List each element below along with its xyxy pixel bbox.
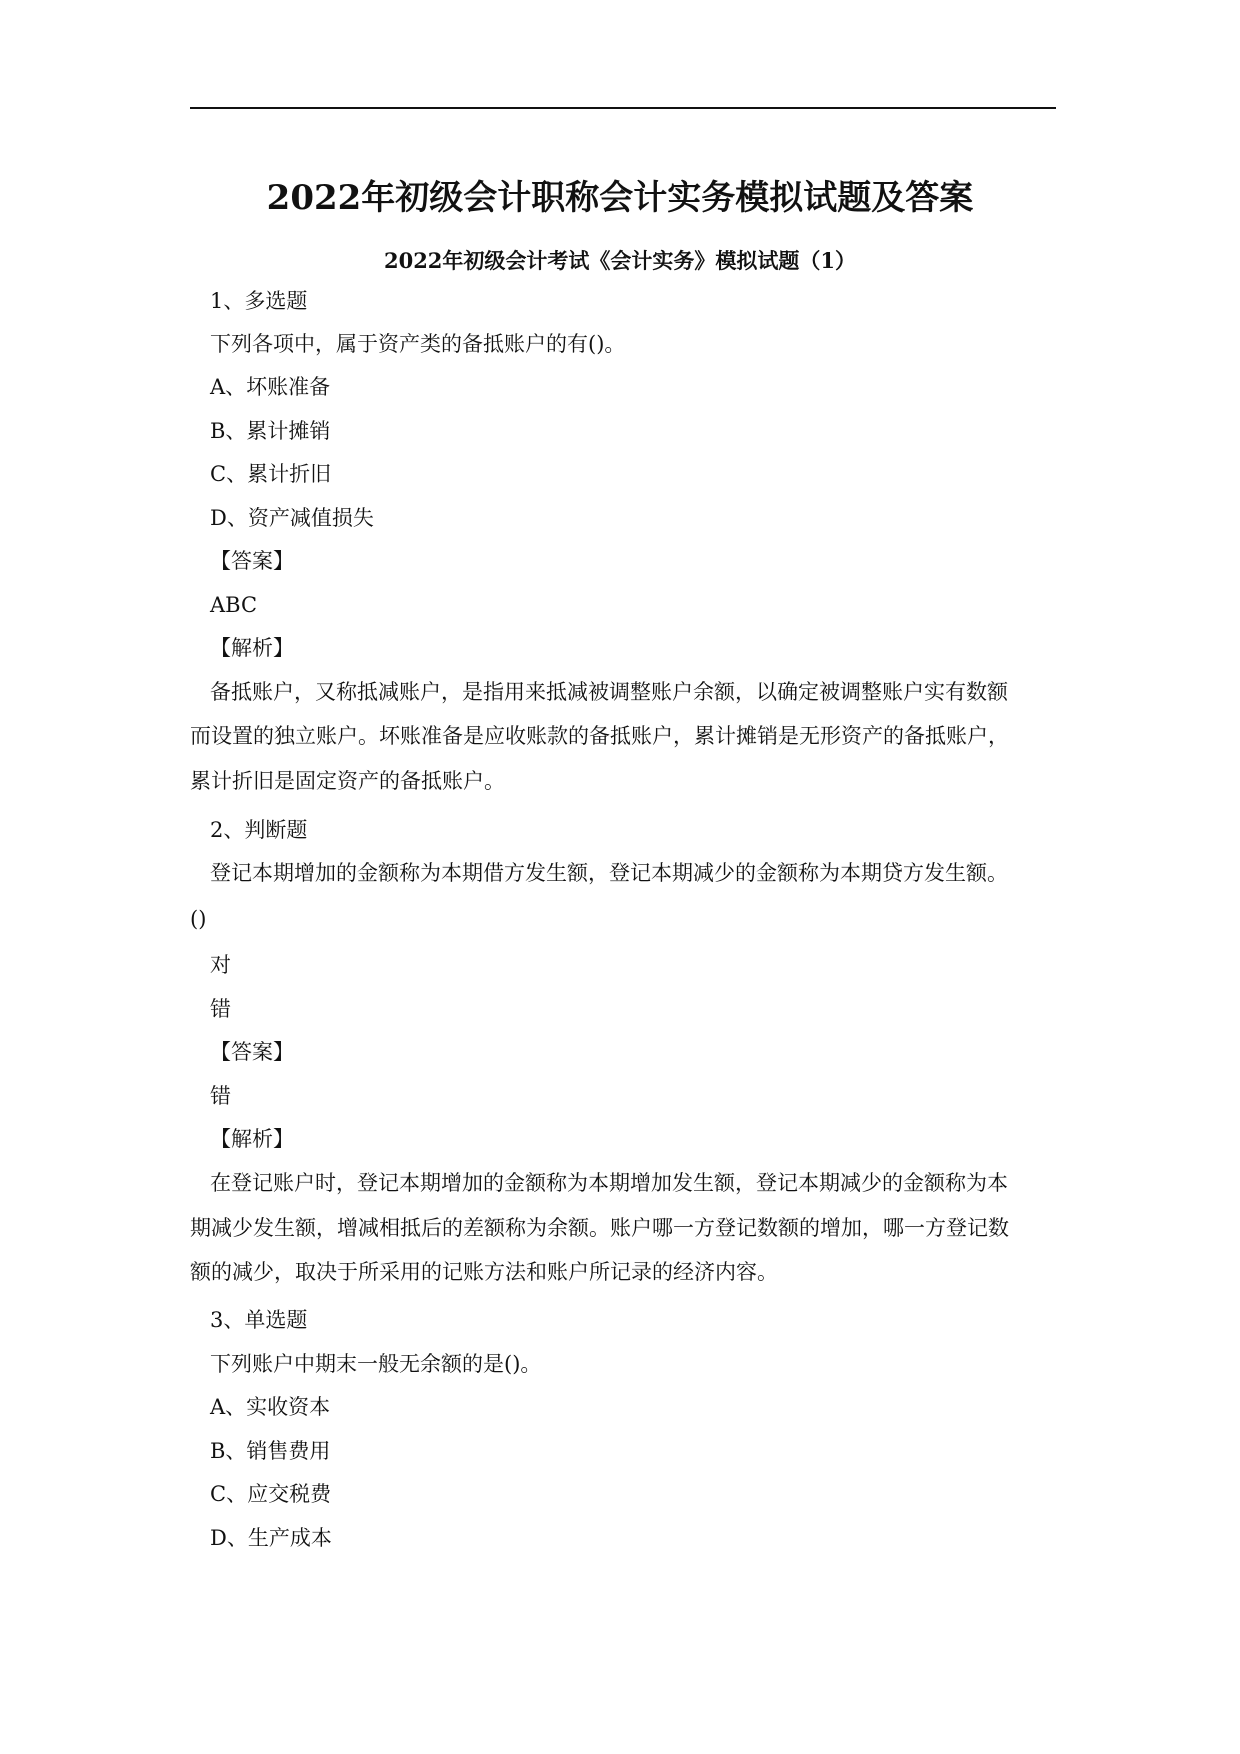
question-stem: 下列账户中期末一般无余额的是()。 (210, 1352, 542, 1376)
answer-value: 错 (210, 1084, 231, 1108)
option-a: A、实收资本 (210, 1395, 331, 1419)
question-header: 2、判断题 (210, 818, 308, 842)
option-true: 对 (210, 953, 231, 977)
question-stem: 下列各项中，属于资产类的备抵账户的有()。 (210, 332, 626, 356)
question-stem: 登记本期增加的金额称为本期借方发生额，登记本期减少的金额称为本期贷方发生额。 (210, 861, 1008, 885)
answer-value: ABC (210, 593, 258, 617)
option-a: A、坏账准备 (210, 375, 331, 399)
document-subtitle: 2022年初级会计考试《会计实务》模拟试题（1） (383, 248, 857, 273)
analysis-label: 【解析】 (210, 1127, 294, 1151)
answer-label: 【答案】 (210, 1040, 294, 1064)
option-b: B、销售费用 (210, 1439, 331, 1463)
analysis-line: 备抵账户，又称抵减账户，是指用来抵减被调整账户余额，以确定被调整账户实有数额 (210, 680, 1008, 704)
analysis-line: 期减少发生额，增减相抵后的差额称为余额。账户哪一方登记数额的增加，哪一方登记数 (190, 1216, 1009, 1240)
document-title: 2022年初级会计职称会计实务模拟试题及答案 (266, 178, 974, 218)
option-d: D、生产成本 (210, 1526, 332, 1550)
analysis-line: 额的减少，取决于所采用的记账方法和账户所记录的经济内容。 (190, 1260, 778, 1284)
option-c: C、累计折旧 (210, 462, 332, 486)
analysis-line: 累计折旧是固定资产的备抵账户。 (190, 769, 505, 793)
answer-label: 【答案】 (210, 549, 294, 573)
option-false: 错 (210, 997, 231, 1021)
analysis-line: 而设置的独立账户。坏账准备是应收账款的备抵账户，累计摊销是无形资产的备抵账户， (190, 724, 1009, 748)
option-d: D、资产减值损失 (210, 506, 374, 530)
question-stem-continued: () (190, 907, 207, 931)
question-header: 1、多选题 (210, 289, 308, 313)
option-c: C、应交税费 (210, 1482, 332, 1506)
analysis-label: 【解析】 (210, 636, 294, 660)
option-b: B、累计摊销 (210, 419, 331, 443)
header-rule (190, 107, 1056, 109)
question-header: 3、单选题 (210, 1308, 308, 1332)
analysis-line: 在登记账户时，登记本期增加的金额称为本期增加发生额，登记本期减少的金额称为本 (210, 1171, 1008, 1195)
